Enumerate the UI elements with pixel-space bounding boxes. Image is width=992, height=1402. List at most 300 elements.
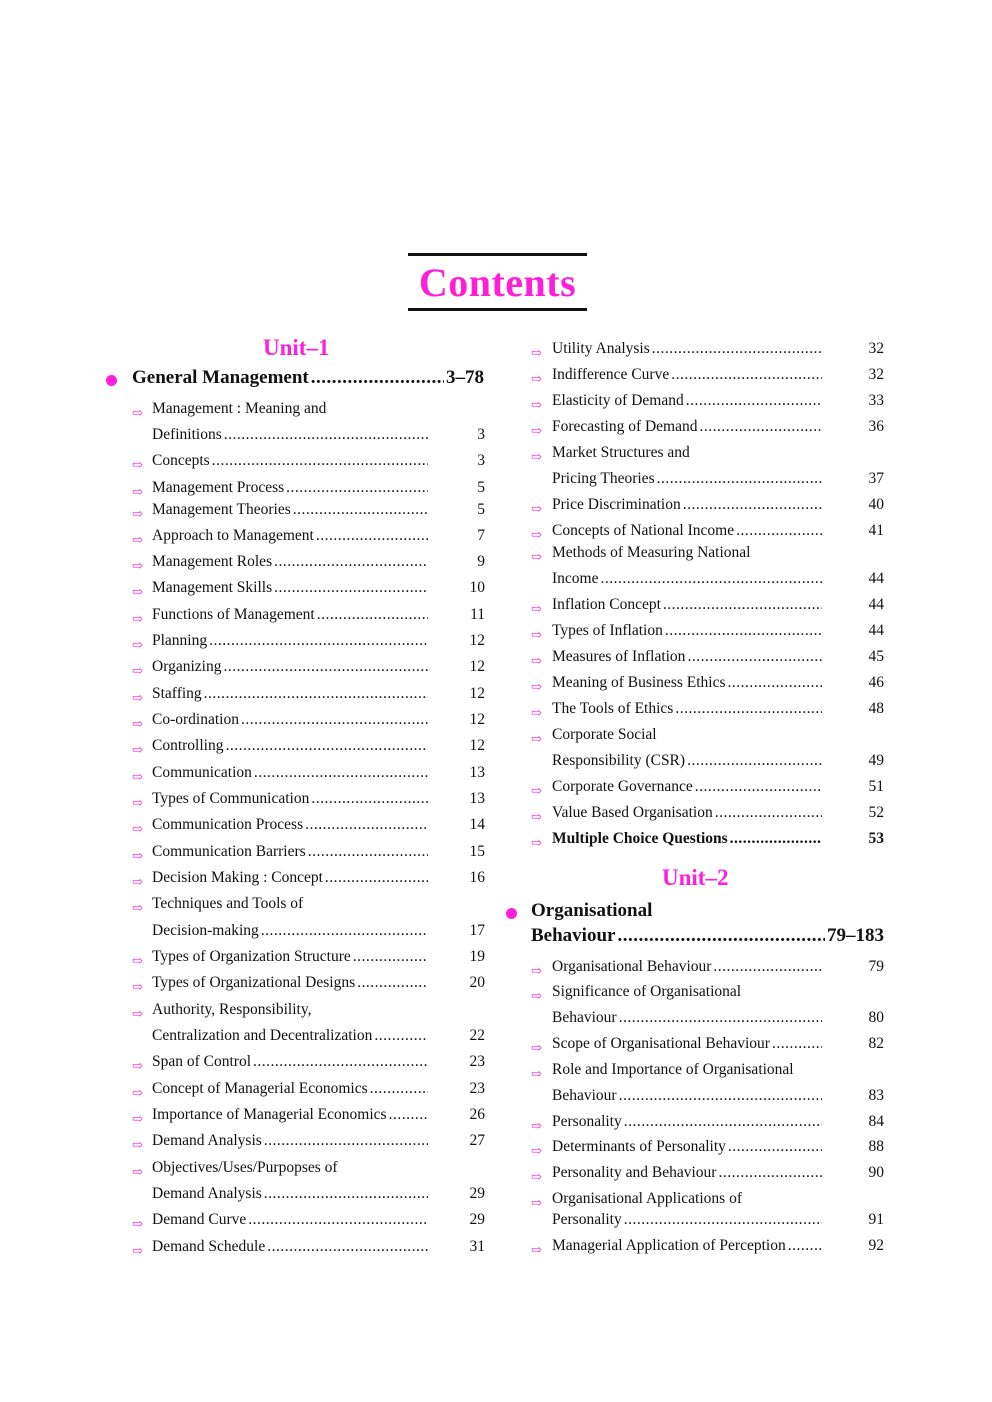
- toc-entry-line[interactable]: [152, 1159, 338, 1179]
- entry-page-number: 83: [868, 1087, 884, 1104]
- entry-arrow-icon: ⇨: [531, 549, 542, 564]
- entry-text: Planning: [152, 632, 208, 649]
- entry-page-number: 13: [469, 764, 485, 781]
- entry-text: Behaviour: [552, 1009, 617, 1026]
- entry-arrow-icon: ⇨: [132, 848, 143, 863]
- entry-text: Management Process: [152, 479, 285, 496]
- section-pages: 79–183: [827, 925, 884, 946]
- entry-arrow-icon: ⇨: [531, 653, 542, 668]
- toc-entry-line[interactable]: [552, 726, 657, 746]
- toc-entry[interactable]: [152, 711, 430, 731]
- toc-entry[interactable]: [552, 1138, 824, 1158]
- toc-entry[interactable]: [552, 674, 824, 694]
- dot-leader: [663, 596, 822, 614]
- entry-text: Determinants of Personality: [552, 1138, 726, 1155]
- toc-entry[interactable]: [152, 1185, 430, 1205]
- toc-entry[interactable]: [552, 1113, 824, 1133]
- entry-text: Communication Process: [152, 816, 304, 833]
- dot-leader: [624, 1211, 822, 1229]
- entry-page-number: 32: [868, 366, 884, 383]
- entry-text: Methods of Measuring National: [552, 544, 751, 561]
- entry-page-number: 88: [868, 1138, 884, 1155]
- entry-arrow-icon: ⇨: [531, 1195, 542, 1210]
- dot-leader: [600, 570, 822, 588]
- entry-text: Techniques and Tools of: [152, 895, 304, 912]
- dot-leader: [686, 392, 822, 410]
- entry-page-number: 29: [469, 1211, 485, 1228]
- entry-arrow-icon: ⇨: [132, 532, 143, 547]
- dot-leader: [254, 764, 428, 782]
- entry-text: Significance of Organisational: [552, 983, 742, 1000]
- entry-arrow-icon: ⇨: [531, 705, 542, 720]
- entry-text: Meaning of Business Ethics: [552, 674, 726, 691]
- section-title-line1: Organisational: [531, 900, 653, 921]
- toc-entry[interactable]: [152, 737, 430, 757]
- entry-arrow-icon: ⇨: [132, 484, 143, 499]
- entry-page-number: 5: [477, 479, 485, 496]
- entry-page-number: 41: [868, 522, 884, 539]
- toc-entry[interactable]: [152, 764, 430, 784]
- toc-entry-line[interactable]: [152, 1001, 311, 1021]
- toc-entry-line[interactable]: [152, 895, 303, 915]
- entry-text: Staffing: [152, 685, 202, 702]
- dot-leader: [274, 553, 428, 571]
- entry-arrow-icon: ⇨: [531, 988, 542, 1003]
- section-title-line2: Behaviour: [531, 925, 616, 946]
- toc-entry[interactable]: [552, 830, 824, 850]
- dot-leader: [204, 685, 428, 703]
- entry-page-number: 12: [469, 632, 485, 649]
- entry-page-number: 15: [469, 843, 485, 860]
- entry-text: Functions of Management: [152, 606, 315, 623]
- toc-entry[interactable]: [552, 958, 824, 978]
- dot-leader: [241, 711, 428, 729]
- dot-leader: [264, 1185, 428, 1203]
- entry-arrow-icon: ⇨: [531, 1066, 542, 1081]
- toc-entry[interactable]: [152, 790, 430, 810]
- entry-arrow-icon: ⇨: [132, 716, 143, 731]
- unit-2-heading: Unit–2: [662, 865, 729, 890]
- entry-page-number: 31: [469, 1238, 485, 1255]
- entry-text: Authority, Responsibility,: [152, 1001, 312, 1018]
- entry-text: Concepts: [152, 452, 210, 469]
- toc-entry[interactable]: [552, 1087, 824, 1107]
- entry-text: Price Discrimination: [552, 496, 681, 513]
- entry-arrow-icon: ⇨: [132, 584, 143, 599]
- entry-arrow-icon: ⇨: [531, 809, 542, 824]
- entry-text: Importance of Managerial Economics: [152, 1106, 387, 1123]
- entry-page-number: 3: [477, 452, 485, 469]
- toc-entry[interactable]: [152, 1132, 430, 1152]
- entry-arrow-icon: ⇨: [132, 821, 143, 836]
- entry-text: Controlling: [152, 737, 224, 754]
- entry-text: Corporate Social: [552, 726, 657, 743]
- entry-arrow-icon: ⇨: [132, 1111, 143, 1126]
- entry-page-number: 48: [868, 700, 884, 717]
- entry-text: Approach to Management: [152, 527, 314, 544]
- toc-entry[interactable]: [552, 752, 824, 772]
- entry-text: Communication Barriers: [152, 843, 306, 860]
- toc-entry[interactable]: [152, 869, 430, 889]
- entry-text: Types of Organization Structure: [152, 948, 351, 965]
- dot-leader: [624, 1113, 822, 1131]
- toc-entry[interactable]: [552, 648, 824, 668]
- entry-page-number: 5: [477, 501, 485, 518]
- entry-text: Value Based Organisation: [552, 804, 713, 821]
- dot-leader: [619, 1087, 822, 1105]
- entry-arrow-icon: ⇨: [132, 1243, 143, 1258]
- entry-page-number: 12: [469, 658, 485, 675]
- entry-page-number: 3: [477, 426, 485, 443]
- entry-text: Demand Analysis: [152, 1132, 262, 1149]
- toc-entry-line[interactable]: [152, 400, 326, 420]
- entry-text: Measures of Inflation: [552, 648, 686, 665]
- toc-entry[interactable]: [152, 553, 430, 573]
- toc-entry[interactable]: [152, 816, 430, 836]
- entry-page-number: 12: [469, 737, 485, 754]
- entry-arrow-icon: ⇨: [531, 1169, 542, 1184]
- toc-entry[interactable]: [152, 974, 430, 994]
- entry-page-number: 90: [868, 1164, 884, 1181]
- entry-page-number: 32: [868, 340, 884, 357]
- entry-arrow-icon: ⇨: [531, 679, 542, 694]
- entry-page-number: 79: [868, 958, 884, 975]
- dot-leader: [305, 816, 428, 834]
- section-organisational-title[interactable]: [531, 900, 652, 922]
- entry-page-number: 91: [868, 1211, 884, 1228]
- entry-text: Centralization and Decentralization: [152, 1027, 373, 1044]
- toc-entry[interactable]: [552, 522, 824, 542]
- unit-1-heading: Unit–1: [263, 335, 330, 360]
- entry-text: Demand Analysis: [152, 1185, 262, 1202]
- entry-text: Definitions: [152, 426, 222, 443]
- entry-page-number: 44: [868, 596, 884, 613]
- toc-entry[interactable]: [552, 340, 824, 360]
- dot-leader: [274, 579, 428, 597]
- entry-text: Forecasting of Demand: [552, 418, 698, 435]
- entry-arrow-icon: ⇨: [531, 1040, 542, 1055]
- entry-page-number: 9: [477, 553, 485, 570]
- toc-entry[interactable]: [152, 501, 430, 521]
- entry-arrow-icon: ⇨: [132, 1137, 143, 1152]
- toc-entry[interactable]: [552, 778, 824, 798]
- entry-arrow-icon: ⇨: [132, 457, 143, 472]
- entry-page-number: 80: [868, 1009, 884, 1026]
- dot-leader: [209, 632, 428, 650]
- toc-entry[interactable]: [552, 700, 824, 720]
- dot-leader: [715, 804, 822, 822]
- dot-leader: [389, 1106, 428, 1124]
- entry-text: Inflation Concept: [552, 596, 661, 613]
- entry-page-number: 19: [469, 948, 485, 965]
- entry-text: Utility Analysis: [552, 340, 650, 357]
- toc-entry[interactable]: [152, 426, 430, 446]
- dot-leader: [225, 737, 428, 755]
- entry-text: Behaviour: [552, 1087, 617, 1104]
- entry-arrow-icon: ⇨: [132, 506, 143, 521]
- entry-arrow-icon: ⇨: [132, 742, 143, 757]
- entry-text: Co-ordination: [152, 711, 239, 728]
- entry-arrow-icon: ⇨: [132, 611, 143, 626]
- dot-leader: [264, 1132, 428, 1150]
- entry-page-number: 36: [868, 418, 884, 435]
- entry-page-number: 13: [469, 790, 485, 807]
- toc-entry[interactable]: [152, 1027, 430, 1047]
- toc-entry[interactable]: [552, 1009, 824, 1029]
- dot-leader: [317, 606, 428, 624]
- entry-page-number: 45: [868, 648, 884, 665]
- toc-entry[interactable]: [152, 1053, 430, 1073]
- entry-page-number: 49: [868, 752, 884, 769]
- entry-arrow-icon: ⇨: [531, 835, 542, 850]
- entry-arrow-icon: ⇨: [531, 1118, 542, 1133]
- entry-arrow-icon: ⇨: [132, 1085, 143, 1100]
- dot-leader: [370, 1080, 428, 1098]
- entry-page-number: 10: [469, 579, 485, 596]
- toc-entry-line[interactable]: [552, 1190, 742, 1210]
- toc-entry[interactable]: [152, 922, 430, 942]
- dot-leader: [736, 522, 822, 540]
- entry-text: Types of Inflation: [552, 622, 663, 639]
- toc-entry[interactable]: [552, 1035, 824, 1055]
- dot-leader: [730, 830, 822, 848]
- entry-text: Organizing: [152, 658, 222, 675]
- entry-arrow-icon: ⇨: [132, 874, 143, 889]
- entry-page-number: 23: [469, 1053, 485, 1070]
- entry-page-number: 44: [868, 622, 884, 639]
- entry-page-number: 82: [868, 1035, 884, 1052]
- section-pages: 3–78: [446, 367, 484, 388]
- dot-leader: [224, 426, 428, 444]
- dot-leader: [223, 658, 428, 676]
- dot-leader: [687, 752, 822, 770]
- dot-leader: [700, 418, 823, 436]
- entry-text: Corporate Governance: [552, 778, 693, 795]
- toc-entry[interactable]: [552, 596, 824, 616]
- entry-arrow-icon: ⇨: [531, 601, 542, 616]
- toc-entry[interactable]: [552, 1237, 824, 1257]
- entry-text: Role and Importance of Organisational: [552, 1061, 794, 1078]
- toc-entry[interactable]: [152, 1106, 430, 1126]
- toc-entry-line[interactable]: [552, 983, 741, 1003]
- entry-page-number: 84: [868, 1113, 884, 1130]
- toc-entry[interactable]: [152, 1238, 430, 1258]
- entry-text: Management Skills: [152, 579, 273, 596]
- toc-entry[interactable]: [152, 527, 430, 547]
- contents-title-box: [408, 253, 587, 311]
- entry-text: Market Structures and: [552, 444, 690, 461]
- entry-arrow-icon: ⇨: [132, 558, 143, 573]
- entry-text: Types of Organizational Designs: [152, 974, 356, 991]
- section-bullet-icon: [506, 908, 517, 919]
- dot-leader: [308, 843, 428, 861]
- entry-text: Personality and Behaviour: [552, 1164, 717, 1181]
- entry-page-number: 92: [868, 1237, 884, 1254]
- toc-entry[interactable]: [152, 658, 430, 678]
- toc-entry[interactable]: [552, 622, 824, 642]
- entry-text: Indifference Curve: [552, 366, 670, 383]
- dot-leader: [652, 340, 822, 358]
- toc-entry[interactable]: [152, 948, 430, 968]
- toc-entry[interactable]: [152, 685, 430, 705]
- dot-leader: [728, 1138, 822, 1156]
- entry-text: Personality: [552, 1113, 622, 1130]
- entry-arrow-icon: ⇨: [132, 953, 143, 968]
- dot-leader: [619, 1009, 822, 1027]
- toc-entry[interactable]: [552, 418, 824, 438]
- toc-entry[interactable]: [552, 392, 824, 412]
- entry-text: Concept of Managerial Economics: [152, 1080, 368, 1097]
- entry-page-number: 7: [477, 527, 485, 544]
- entry-arrow-icon: ⇨: [531, 397, 542, 412]
- entry-page-number: 17: [469, 922, 485, 939]
- entry-text: Scope of Organisational Behaviour: [552, 1035, 770, 1052]
- entry-text: Types of Communication: [152, 790, 310, 807]
- dot-leader: [325, 869, 428, 887]
- toc-entry[interactable]: [552, 1211, 824, 1231]
- entry-arrow-icon: ⇨: [132, 769, 143, 784]
- entry-page-number: 12: [469, 711, 485, 728]
- dot-leader: [286, 479, 428, 497]
- dot-leader: [665, 622, 822, 640]
- entry-page-number: 23: [469, 1080, 485, 1097]
- dot-leader: [788, 1237, 822, 1255]
- entry-text: Communication: [152, 764, 252, 781]
- dot-leader: [657, 470, 822, 488]
- dot-leader: [357, 974, 428, 992]
- entry-text: Income: [552, 570, 599, 587]
- dot-leader: [683, 496, 822, 514]
- dot-leader: [267, 1238, 428, 1256]
- entry-text: Multiple Choice Questions: [552, 830, 728, 847]
- entry-arrow-icon: ⇨: [531, 449, 542, 464]
- entry-text: Concepts of National Income: [552, 522, 735, 539]
- dot-leader: [311, 790, 428, 808]
- entry-text: Management Theories: [152, 501, 291, 518]
- entry-arrow-icon: ⇨: [132, 1058, 143, 1073]
- entry-text: Decision Making : Concept: [152, 869, 323, 886]
- entry-page-number: 33: [868, 392, 884, 409]
- dot-leader: [772, 1035, 822, 1053]
- entry-page-number: 29: [469, 1185, 485, 1202]
- section-organisational-behaviour[interactable]: [531, 925, 884, 947]
- dot-leader: [713, 958, 822, 976]
- dot-leader: [311, 367, 444, 389]
- entry-arrow-icon: ⇨: [531, 731, 542, 746]
- entry-text: Personality: [552, 1211, 622, 1228]
- entry-text: Managerial Application of Perception: [552, 1237, 786, 1254]
- toc-entry[interactable]: [152, 479, 430, 499]
- dot-leader: [212, 452, 428, 470]
- entry-page-number: 14: [469, 816, 485, 833]
- entry-page-number: 40: [868, 496, 884, 513]
- entry-arrow-icon: ⇨: [132, 663, 143, 678]
- entry-text: The Tools of Ethics: [552, 700, 674, 717]
- entry-page-number: 44: [868, 570, 884, 587]
- entry-text: Demand Schedule: [152, 1238, 266, 1255]
- entry-page-number: 26: [469, 1106, 485, 1123]
- dot-leader: [695, 778, 822, 796]
- entry-text: Objectives/Uses/Purpopses of: [152, 1159, 338, 1176]
- entry-arrow-icon: ⇨: [531, 501, 542, 516]
- dot-leader: [617, 925, 825, 947]
- entry-arrow-icon: ⇨: [531, 627, 542, 642]
- entry-arrow-icon: ⇨: [531, 1242, 542, 1257]
- toc-entry[interactable]: [552, 366, 824, 386]
- dot-leader: [248, 1211, 428, 1229]
- toc-entry[interactable]: [152, 452, 430, 472]
- dot-leader: [253, 1053, 428, 1071]
- entry-arrow-icon: ⇨: [531, 963, 542, 978]
- dot-leader: [675, 700, 822, 718]
- entry-arrow-icon: ⇨: [132, 405, 143, 420]
- toc-entry-line[interactable]: [552, 1061, 794, 1081]
- entry-page-number: 46: [868, 674, 884, 691]
- toc-entry-line[interactable]: [552, 544, 750, 564]
- entry-page-number: 37: [868, 470, 884, 487]
- section-general-management[interactable]: [132, 367, 484, 389]
- entry-page-number: 16: [469, 869, 485, 886]
- entry-text: Organisational Behaviour: [552, 958, 712, 975]
- toc-entry[interactable]: [552, 804, 824, 824]
- toc-entry[interactable]: [152, 843, 430, 863]
- entry-text: Elasticity of Demand: [552, 392, 684, 409]
- entry-text: Span of Control: [152, 1053, 252, 1070]
- toc-entry[interactable]: [152, 579, 430, 599]
- toc-entry-line[interactable]: [552, 444, 690, 464]
- entry-arrow-icon: ⇨: [531, 527, 542, 542]
- entry-arrow-icon: ⇨: [132, 1164, 143, 1179]
- dot-leader: [671, 366, 822, 384]
- dot-leader: [718, 1164, 822, 1182]
- toc-entry[interactable]: [552, 470, 824, 490]
- entry-arrow-icon: ⇨: [531, 345, 542, 360]
- toc-entry[interactable]: [552, 1164, 824, 1184]
- dot-leader: [261, 922, 428, 940]
- entry-page-number: 22: [469, 1027, 485, 1044]
- toc-entry[interactable]: [152, 1080, 430, 1100]
- toc-entry[interactable]: [152, 632, 430, 652]
- entry-arrow-icon: ⇨: [531, 783, 542, 798]
- toc-entry[interactable]: [152, 1211, 430, 1231]
- entry-text: Pricing Theories: [552, 470, 655, 487]
- section-title: General Management: [132, 367, 309, 388]
- entry-arrow-icon: ⇨: [531, 371, 542, 386]
- dot-leader: [353, 948, 428, 966]
- entry-text: Responsibility (CSR): [552, 752, 686, 769]
- toc-entry[interactable]: [152, 606, 430, 626]
- entry-page-number: 12: [469, 685, 485, 702]
- entry-arrow-icon: ⇨: [132, 1216, 143, 1231]
- entry-arrow-icon: ⇨: [132, 795, 143, 810]
- entry-text: Management : Meaning and: [152, 400, 327, 417]
- dot-leader: [316, 527, 428, 545]
- entry-text: Organisational Applications of: [552, 1190, 742, 1207]
- toc-entry[interactable]: [552, 570, 824, 590]
- entry-arrow-icon: ⇨: [132, 979, 143, 994]
- page-title: Contents: [418, 259, 577, 305]
- dot-leader: [728, 674, 823, 692]
- section-bullet-icon: [106, 375, 117, 386]
- entry-page-number: 20: [469, 974, 485, 991]
- entry-arrow-icon: ⇨: [132, 900, 143, 915]
- toc-entry[interactable]: [552, 496, 824, 516]
- entry-page-number: 27: [469, 1132, 485, 1149]
- entry-text: Demand Curve: [152, 1211, 247, 1228]
- dot-leader: [687, 648, 822, 666]
- entry-page-number: 52: [868, 804, 884, 821]
- entry-arrow-icon: ⇨: [531, 1143, 542, 1158]
